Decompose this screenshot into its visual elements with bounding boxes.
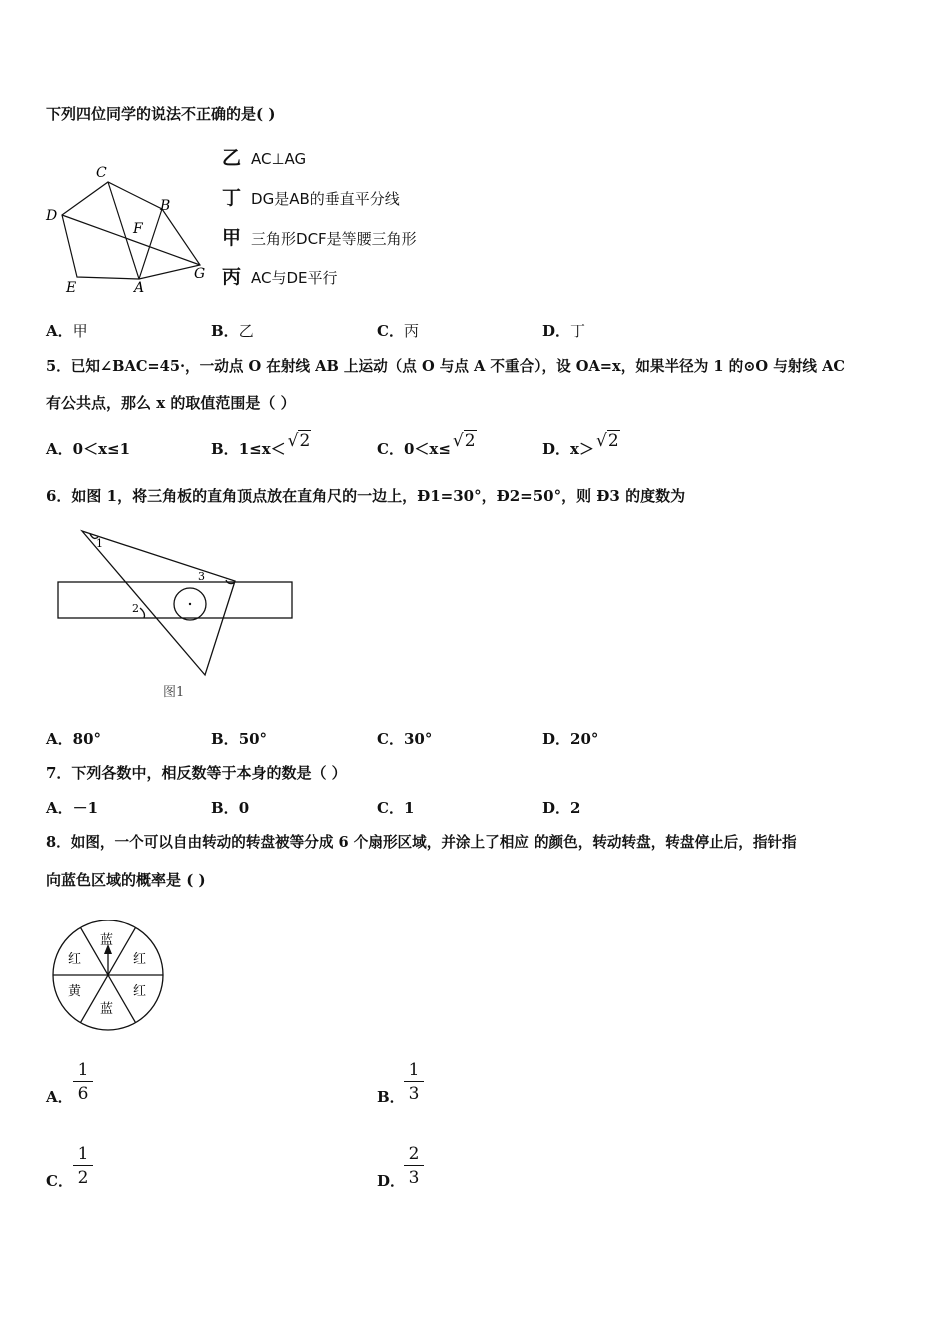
q5-stem-line2: 有公共点，那么 x 的取值范围是（ ） bbox=[46, 394, 296, 412]
sqrt-symbol: √2 bbox=[452, 431, 476, 451]
q8-option-a-label[interactable]: A． bbox=[46, 1088, 73, 1106]
q8-option-c-fraction: $\frac{1}{2}$ bbox=[73, 1143, 93, 1190]
q8-option-d-label[interactable]: D． bbox=[377, 1172, 406, 1190]
q5-option-d[interactable]: D．x＞ √2 bbox=[542, 431, 619, 458]
q7-option-a[interactable]: A．－1 bbox=[46, 799, 99, 817]
q5-option-b[interactable]: B．1≤x＜ √2 bbox=[211, 431, 311, 458]
statement-yi: 乙 AC⊥AG bbox=[222, 147, 307, 169]
q4-geometry-figure bbox=[40, 160, 210, 300]
q8-option-a-fraction: $\frac{1}{6}$ bbox=[73, 1059, 93, 1106]
q4-stem: 下列四位同学的说法不正确的是( ) bbox=[46, 105, 276, 123]
q8-stem-line2: 向蓝色区域的概率是 ( ) bbox=[46, 871, 206, 889]
q6-option-d[interactable]: D．20° bbox=[542, 730, 599, 748]
sector-label: 蓝 bbox=[100, 933, 114, 948]
label-C: C bbox=[96, 165, 107, 181]
q7-option-c[interactable]: C．1 bbox=[377, 799, 415, 817]
label-G: G bbox=[194, 266, 206, 282]
angle-1-label: 1 bbox=[96, 537, 103, 550]
q6-option-a[interactable]: A．80° bbox=[46, 730, 102, 748]
q7-option-d[interactable]: D．2 bbox=[542, 799, 581, 817]
angle-2-label: 2 bbox=[132, 602, 139, 615]
q6-option-c[interactable]: C．30° bbox=[377, 730, 433, 748]
q5-option-c[interactable]: C．0＜x≤ √2 bbox=[377, 431, 476, 458]
statement-bing: 丙 AC与DE平行 bbox=[222, 266, 338, 288]
statement-jia: 甲 三角形DCF是等腰三角形 bbox=[222, 227, 417, 249]
label-E: E bbox=[66, 280, 77, 296]
q5-option-a[interactable]: A．0＜x≤1 bbox=[46, 440, 131, 458]
sqrt-symbol: √2 bbox=[595, 431, 619, 451]
q7-stem: 7．下列各数中，相反数等于本身的数是（ ） bbox=[46, 764, 347, 782]
q7-option-b[interactable]: B．0 bbox=[211, 799, 250, 817]
q4-option-b[interactable]: B．乙 bbox=[211, 322, 254, 340]
sector-label: 蓝 bbox=[100, 1002, 114, 1017]
sector-label: 黄 bbox=[68, 984, 82, 999]
q6-stem: 6．如图 1，将三角板的直角顶点放在直角尺的一边上，Ð1=30°，Ð2=50°，则 Ð3 的度数为 bbox=[46, 487, 686, 505]
figure-caption: 图1 bbox=[163, 685, 185, 700]
q4-option-d[interactable]: D．丁 bbox=[542, 322, 586, 340]
sector-label: 红 bbox=[68, 952, 82, 967]
q8-option-b-fraction: $\frac{1}{3}$ bbox=[404, 1059, 424, 1106]
angle-3-label: 3 bbox=[198, 570, 205, 583]
q5-stem-line1: 5．已知∠BAC=45·，一动点 O 在射线 AB 上运动（点 O 与点 A 不重合），设 OA=x，如果半径为 1 的⊙O 与射线 AC bbox=[46, 358, 846, 375]
spinner-figure bbox=[45, 920, 175, 1035]
q8-stem-line1: 8．如图，一个可以自由转动的转盘被等分成 6 个扇形区域，并涂上了相应 的颜色，转动转盘，转盘停止后，指针指 bbox=[46, 834, 797, 851]
statement-ding: 丁 DG是AB的垂直平分线 bbox=[222, 187, 400, 209]
sqrt-symbol: √2 bbox=[287, 431, 311, 451]
label-D: D bbox=[46, 208, 58, 224]
sector-label: 红 bbox=[133, 952, 147, 967]
q8-option-d-fraction: $\frac{2}{3}$ bbox=[404, 1143, 424, 1190]
q4-option-c[interactable]: C．丙 bbox=[377, 322, 419, 340]
label-A: A bbox=[134, 280, 145, 296]
label-F: F bbox=[133, 221, 143, 237]
q4-option-a[interactable]: A．甲 bbox=[46, 322, 88, 340]
label-B: B bbox=[160, 198, 171, 214]
sector-label: 红 bbox=[133, 984, 147, 999]
q8-option-b-label[interactable]: B． bbox=[377, 1088, 405, 1106]
q8-option-c-label[interactable]: C． bbox=[46, 1172, 73, 1190]
q6-triangle-ruler-figure bbox=[50, 525, 310, 705]
q6-option-b[interactable]: B．50° bbox=[211, 730, 268, 748]
